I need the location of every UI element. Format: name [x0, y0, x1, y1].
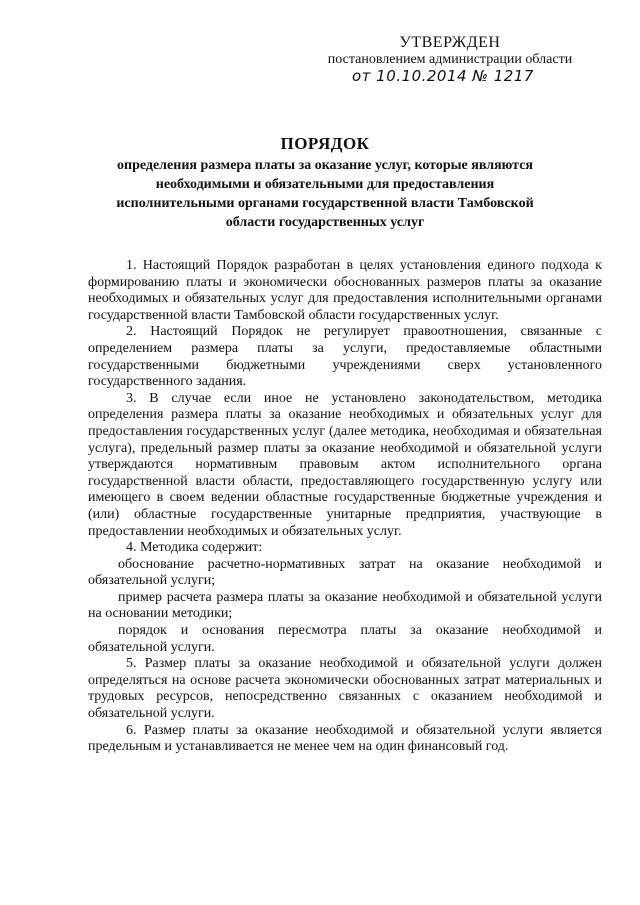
- page-subtitle: определения размера платы за оказание услуг, которые являются необходимыми и обязательными для предоставления исполнительными органами государственной власти Тамбовской области государственных услуг: [116, 158, 534, 230]
- document-body: [88, 258, 602, 756]
- paragraph-4-item-3: порядок и основания пересмотра платы за оказание необходимой и обязательной услуги.: [88, 623, 602, 655]
- paragraph-5: 5. Размер платы за оказание необходимой и обязательной услуги должен определяться на основе расчета экономически обоснованных затрат материальных и трудовых ресурсов, непосредственно связанных с оказанием необходимой и обязательной услуги.: [88, 656, 602, 722]
- paragraph-3: 3. В случае если иное не установлено законодательством, методика определения размера платы за оказание необходимых и обязательных услуг для предоставления государственных услуг (далее методика, необходимая и обязательная услуга), предельный размер платы за оказание необходимой и обязательной услуги утверждаются нормативным правовым актом исполнительного органа государственной власти области, предоставляющего государственную услугу или имеющего в своем ведении областные государственные бюджетные учреждения и (или) областные государственные унитарные предприятия, участвующие в предоставлении необходимых и обязательных услуг.: [88, 390, 602, 539]
- paragraph-4: 4. Методика содержит:: [126, 540, 263, 556]
- approval-heading: УТВЕРЖДЕН: [399, 34, 501, 51]
- paragraph-4-item-1: обоснование расчетно-нормативных затрат на оказание необходимой и обязательной услуги;: [88, 556, 602, 589]
- approval-date-number: от 10.10.2014 № 1217: [352, 67, 534, 85]
- document-title: [100, 134, 550, 232]
- paragraph-6: 6. Размер платы за оказание необходимой и обязательной услуги является предельным и устанавливается не менее чем на один финансовый год.: [88, 722, 602, 755]
- approval-stamp: [310, 34, 590, 85]
- paragraph-4-item-2: пример расчета размера платы за оказание необходимой и обязательной услуги на основании методики;: [88, 589, 602, 622]
- paragraph-1: 1. Настоящий Порядок разработан в целях установления единого подхода к формированию платы и экономически обоснованных размеров платы за оказание необходимых и обязательных услуг для предоставления исполнительными органами государственной власти Тамбовской области государственных услуг.: [88, 258, 602, 323]
- paragraph-2: 2. Настоящий Порядок не регулирует правоотношения, связанные с определением размера платы за услуги, предоставляемые областными государственными бюджетными учреждениями сверх установленного государственного задания.: [88, 324, 602, 390]
- page-title: ПОРЯДОК: [280, 134, 370, 153]
- approval-decree: постановлением администрации области: [327, 52, 573, 67]
